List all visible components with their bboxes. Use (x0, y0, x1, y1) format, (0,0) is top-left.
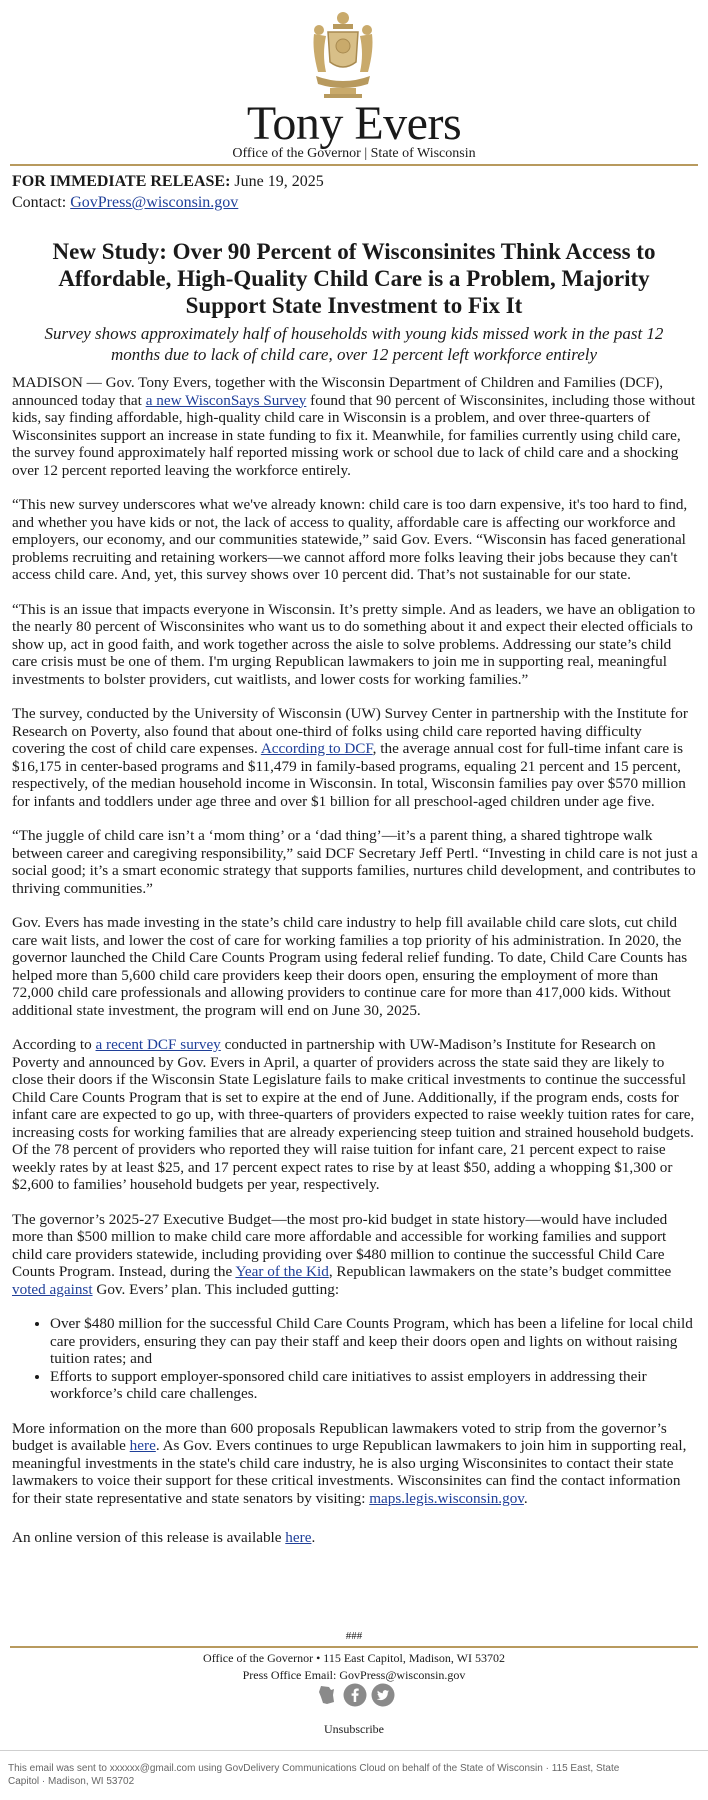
paragraph (12, 1036, 698, 1194)
year-of-the-kid-link[interactable]: Year of the Kid (235, 1263, 329, 1280)
text-run: Gov. Evers’ plan. This included gutting: (92, 1280, 340, 1298)
facebook-icon[interactable] (343, 1683, 367, 1707)
office-separator: | (364, 146, 368, 161)
unsubscribe-link-text[interactable]: Unsubscribe (324, 1722, 384, 1736)
text-run: . As Gov. Evers continues to urge Republican lawmakers to join him in supporting real, meaningful investments in the state's child care industry, he is also urging Wisconsinites to contact their state lawmakers to voice their support for these critical investments. Wisconsinites can find the contact information for their state representative and state senators by visiting: (12, 1437, 687, 1507)
text-run: . (311, 1529, 316, 1546)
legis-maps-link[interactable]: maps.legis.wisconsin.gov (369, 1489, 524, 1507)
proposals-here-link[interactable]: here (129, 1437, 156, 1454)
paragraph: “This new survey underscores what we've already known: child care is too darn expensive, it's too hard to find, and whether you have kids or not, the lack of access to quality, affordable care is affecting our workforce and employers, our economy, and our communities statewide,” said Gov. Evers. “Wisconsin has faced generational problems recruiting and retaining workers—we cannot afford more folks leaving their jobs because they can't access child care. And, yet, this survey shows over 10 percent did. That’s not sustainable for our state. (12, 496, 688, 583)
dcf-survey-link[interactable]: a recent DCF survey (95, 1036, 221, 1053)
wisconsin-seal-logo (308, 10, 378, 102)
text-run: conducted in partnership with UW-Madison’s Institute for Research on Poverty and announced by Gov. Evers in April, a quarter of providers across the state said they are likely to close their doors if the Wisconsin State Legislature fails to make critical investments to continue the successful Child Care Counts Program that is set to expire at the end of June. Additionally, if the program ends, costs for infant care are expected to go up, with three-quarters of providers expected to raise weekly tuition rates for care, increasing costs for working families that are already experiencing steep tuition and strained household budgets. Of the 78 percent of providers who reported they will raise tuition for infant care, 21 percent expect to raise weekly rates by at least $25, and 17 percent expect rates to rise by at least $50, adding a whopping $1,300 or $2,600 to families’ household budgets per year, respectively. (12, 1036, 695, 1193)
fineprint-divider (0, 1750, 708, 1751)
paragraph: Gov. Evers has made investing in the state’s child care industry to help fill available child care slots, cut child care wait lists, and lower the cost of care for working families a top priority of his administration. In 2020, the governor launched the Child Care Counts Program using federal relief funding. To date, Child Care Counts has helped more than 5,600 child care providers keep their doors open, ensuring the employment of more than 72,000 child care professionals and allowing providers to continue care for more than 417,000 kids. Without additional state investment, the program will end on June 30, 2025. (12, 914, 688, 1019)
paragraph: “The juggle of child care isn’t a ‘mom thing’ or a ‘dad thing’—it’s a parent thing, a shared tightrope walk between career and caregiving responsibility,” said DCF Secretary Jeff Pertl. “Investing in child care is not just a social good; it’s a smart economic strategy that supports families, nurtures child development, and contributes to thriving communities.” (12, 827, 698, 897)
release-label: FOR IMMEDIATE RELEASE: (12, 173, 231, 190)
paragraph: “This is an issue that impacts everyone in Wisconsin. It’s pretty simple. And as leaders, we have an obligation to the nearly 80 percent of Wisconsinites who want us to do something about it and expect their elected officials to show up, act in good faith, and work together across the aisle to solve problems. Addressing our state’s child care crisis must be one of them. I'm urging Republican lawmakers to join me in supporting real, meaningful investments to bolster providers, cut waitlists, and lower costs for working families.” (12, 600, 696, 688)
paragraph (12, 1420, 698, 1508)
footer-press-email: Press Office Email: GovPress@wisconsin.gov (242, 1668, 466, 1682)
list-item: • Over $480 million for the successful Child Care Counts Program, which has been a lifeline for local child care providers, ensuring they can pay their staff and keep their doors open and lights on without raising tuition rates; and (50, 1315, 698, 1368)
twitter-icon[interactable] (371, 1683, 395, 1707)
text-run: MADISON — Gov. Tony Evers, together with the Wisconsin Department of Children and Families (DCF), announced today that (12, 374, 664, 409)
paragraph (12, 1529, 698, 1547)
text-run: More information on the more than 600 proposals Republican lawmakers voted to strip from the governor’s budget is available (12, 1419, 667, 1454)
paragraph (12, 374, 698, 479)
governor-name: Tony Evers (246, 97, 462, 150)
list-item: • Efforts to support employer-sponsored child care initiatives to assist employers in addressing their workforce’s child care challenges. (50, 1368, 698, 1403)
online-version-link[interactable]: here (285, 1529, 312, 1546)
paragraph (12, 1211, 698, 1299)
wisconsin-map-icon[interactable] (315, 1683, 339, 1707)
contact-email-link[interactable]: GovPress@wisconsin.gov (70, 194, 239, 211)
state-label: State of Wisconsin (370, 146, 476, 161)
office-label: Office of the Governor (232, 146, 361, 161)
text-run: According to (12, 1036, 96, 1053)
headline: New Study: Over 90 Percent of Wisconsinites Think Access to Affordable, High-Quality Child Care is a Problem, Majority Support State Investment to Fix It (52, 239, 656, 318)
email-fineprint: This email was sent to xxxxxx@gmail.com using GovDelivery Communications Cloud on behalf of the State of Wisconsin · 115 East, State Capitol · Madison, WI 53702 (8, 1763, 620, 1787)
header-divider (10, 164, 698, 166)
gutted-items-list (12, 1315, 698, 1403)
text-run: An online version of this release is available (12, 1529, 286, 1546)
subheadline: Survey shows approximately half of households with young kids missed work in the past 12 months due to lack of child care, over 12 percent left workforce entirely (44, 324, 664, 364)
press-release-body (12, 374, 698, 1564)
text-run: , the average annual cost for full-time infant care is $16,175 in center-based programs and $11,479 in family-based programs, equaling 21 percent and 15 percent, respectively, of the median household income in Wisconsin. In total, Wisconsin families pay over $570 million for infants and toddlers under age three and over $1 billion for all preschool-aged children under age five. (12, 740, 686, 810)
contact-label: Contact: (12, 194, 67, 211)
text-run: found that 90 percent of Wisconsinites, including those without kids, say finding affordable, high-quality child care in Wisconsin is a problem, and over three-quarters of Wisconsinites support an increase in state funding to fix it. Meanwhile, for families currently using child care, the survey found approximately half reported missing work or school due to lack of child care and a shocking over 12 percent reported leaving the workforce entirely. (12, 391, 696, 479)
text-run: , Republican lawmakers on the state’s budget committee (328, 1263, 672, 1280)
text-run: The governor’s 2025-27 Executive Budget—the most pro-kid budget in state history—would have included more than $500 million to make child care more affordable and accessible for working families and support child care providers statewide, including providing over $480 million to continue the successful Child Care Counts Program. Instead, during the (12, 1210, 668, 1280)
paragraph (12, 705, 698, 810)
voted-against-link[interactable]: voted against (12, 1280, 93, 1298)
footer-address: Office of the Governor • 115 East Capitol, Madison, WI 53702 (203, 1651, 505, 1665)
according-to-dcf-link[interactable]: According to DCF (260, 740, 373, 757)
unsubscribe-link[interactable] (0, 1722, 708, 1737)
text-run: The survey, conducted by the University of Wisconsin (UW) Survey Center in partnership with the Institute for Research on Poverty, also found that about one-third of folks using child care reported having difficulty covering the cost of child care expenses. (12, 705, 688, 757)
footer-divider (10, 1646, 698, 1648)
text-run: . (523, 1489, 528, 1507)
release-info (12, 171, 324, 213)
release-date: June 19, 2025 (234, 173, 324, 190)
social-icons (315, 1683, 395, 1709)
wisconsays-survey-link[interactable]: a new WisconSays Survey (145, 391, 307, 409)
office-line (0, 146, 708, 162)
end-marker: ### (345, 1630, 363, 1642)
